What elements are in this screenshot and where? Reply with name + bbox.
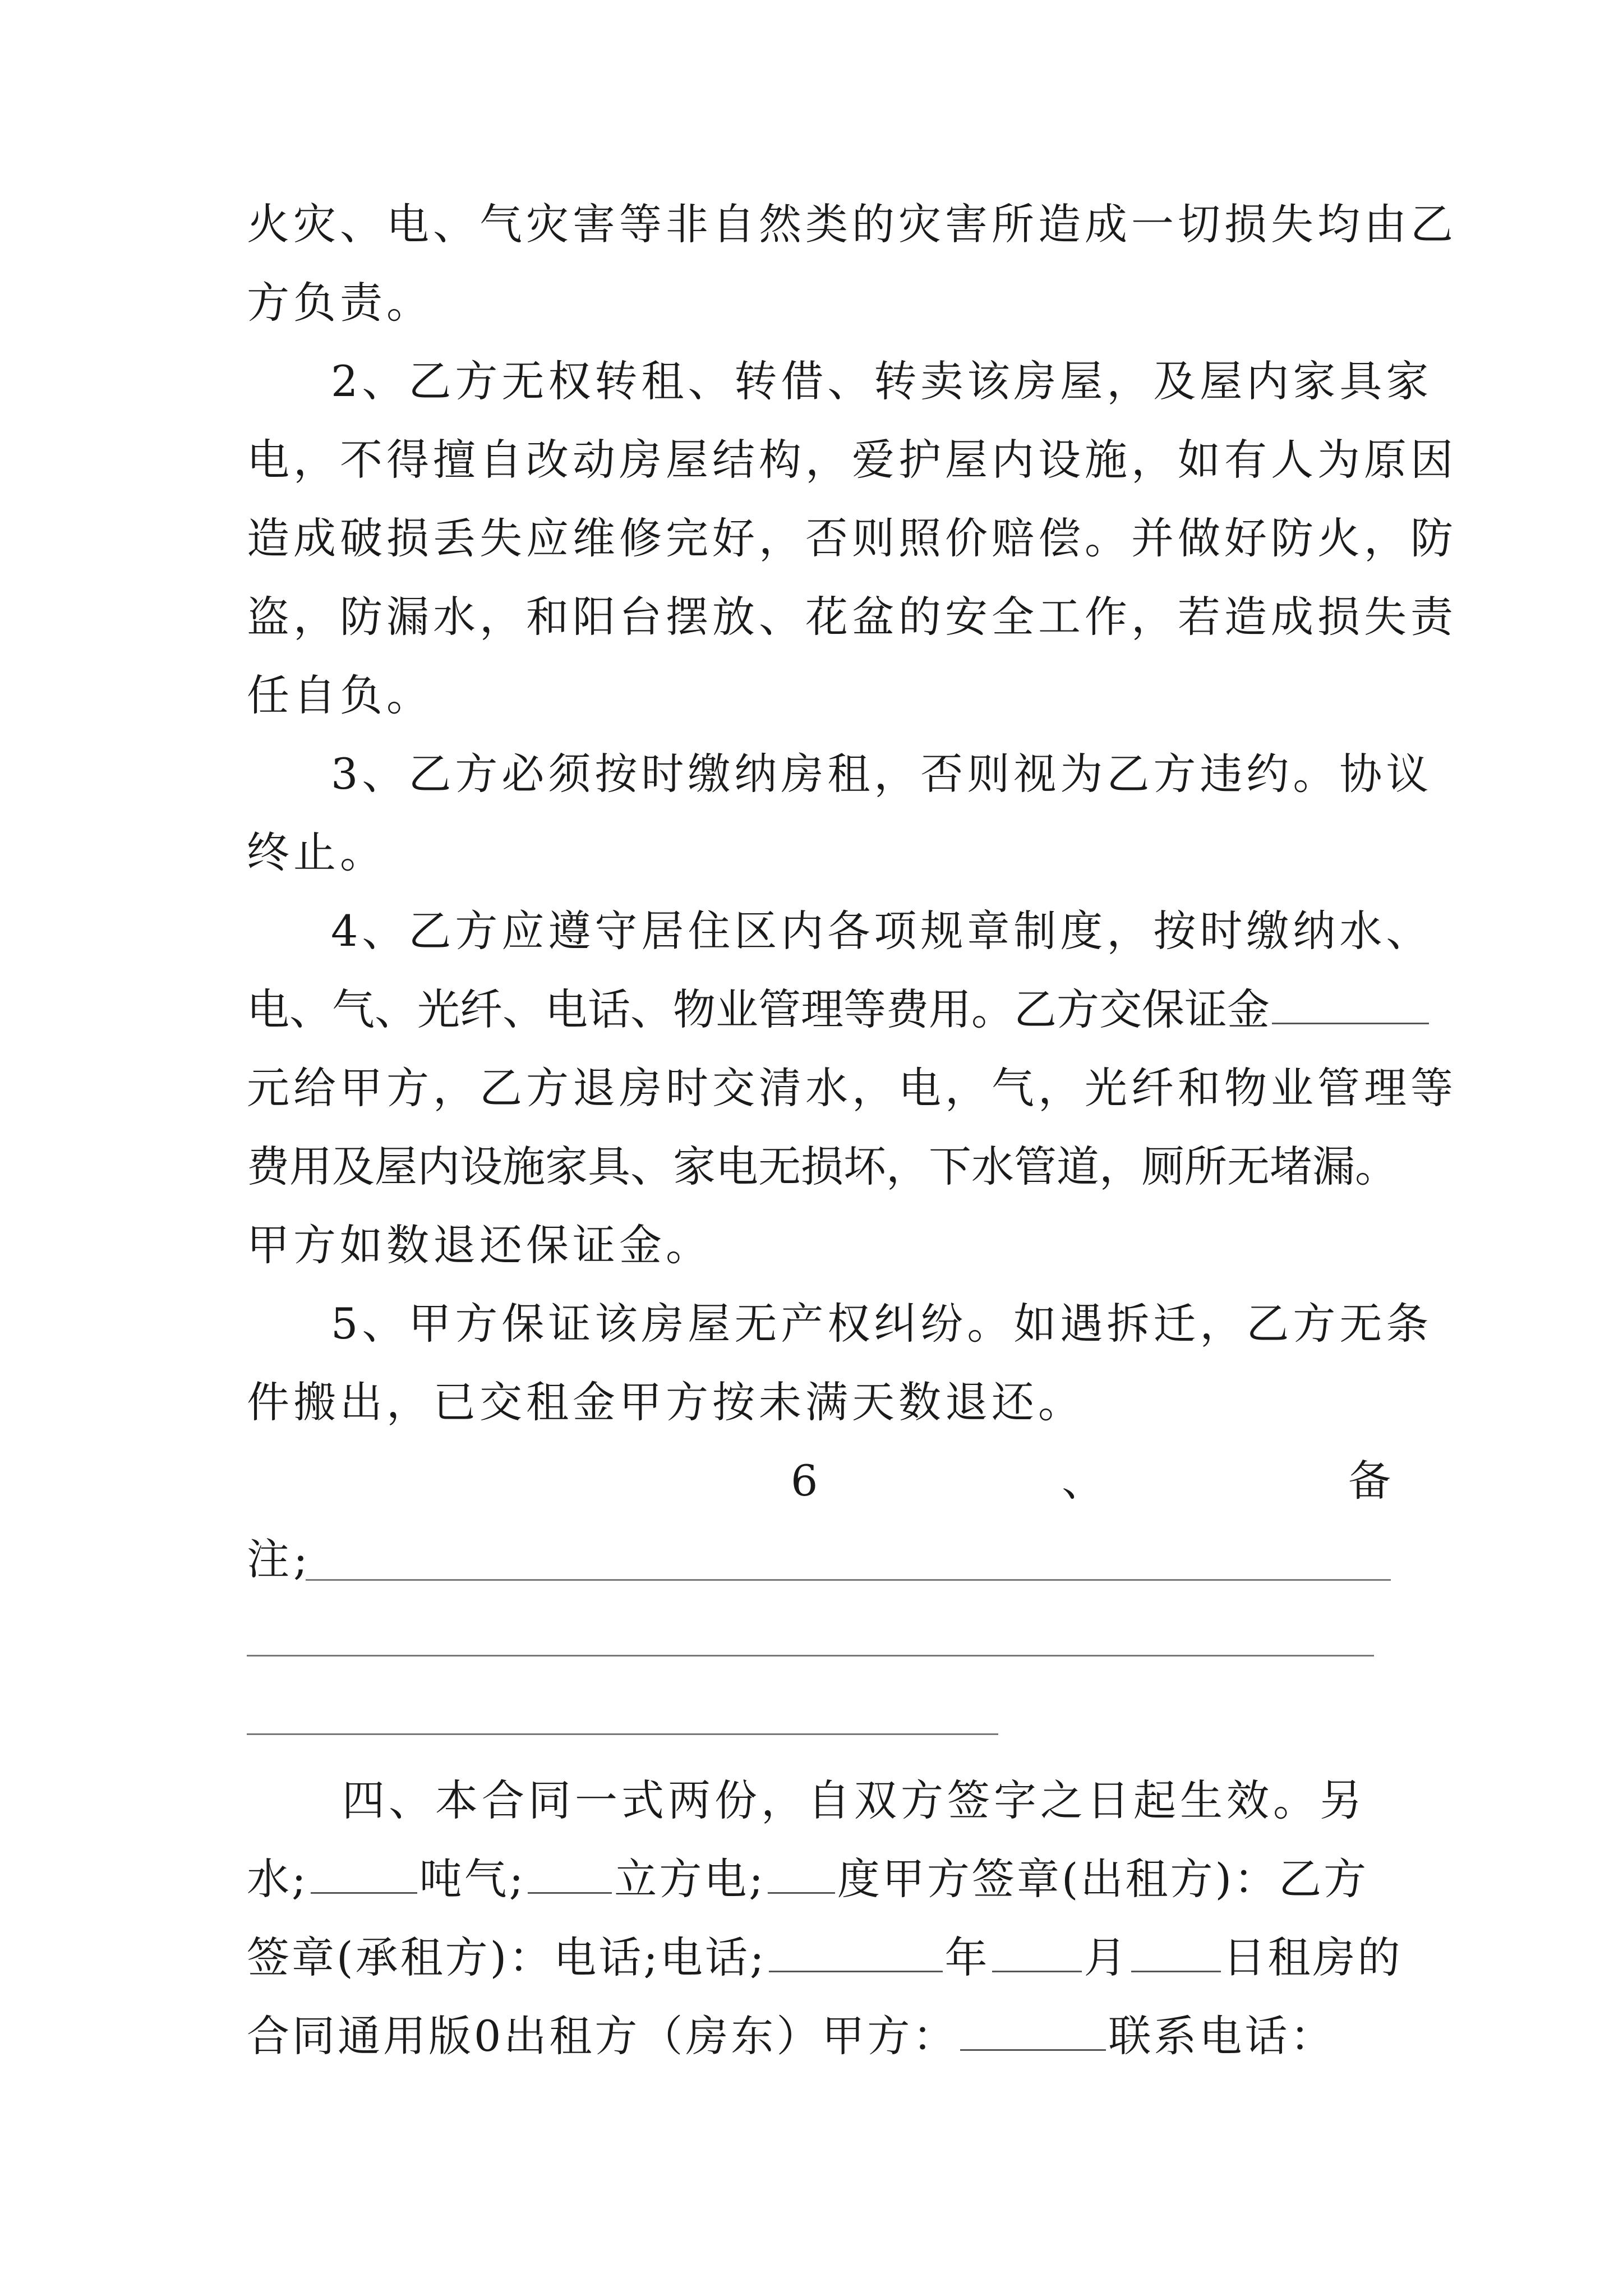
landlord-blank: [960, 2009, 1106, 2051]
text-line: 注;: [247, 1534, 312, 1584]
text-line: 方负责。: [247, 278, 433, 328]
text-line: 费用及屋内设施家具、家电无损坏，下水管道，厕所无堵漏。: [247, 1142, 1398, 1191]
remarks-blank-line: [306, 1579, 1391, 1581]
text-line: 盗，防漏水，和阳台摆放、花盆的安全工作，若造成损失责: [247, 592, 1457, 642]
text-line: 终止。: [247, 827, 386, 877]
text-line: 元给甲方，乙方退房时交清水，电，气，光纤和物业管理等: [247, 1063, 1457, 1113]
text-segment: 度甲方签章(出租方)：乙方: [837, 1854, 1369, 1904]
text-segment: 合同通用版0出租方（房东）甲方：: [247, 2011, 958, 2061]
text-segment: 月: [1083, 1932, 1129, 1982]
text-segment: 联系电话：: [1108, 2011, 1336, 2061]
year-blank: [769, 1930, 943, 1972]
text-line: 甲方如数退还保证金。: [247, 1220, 712, 1270]
text-segment: 备: [1348, 1456, 1391, 1506]
text-line: 四、本合同一式两份，自双方签字之日起生效。另: [342, 1775, 1366, 1825]
text-line: 件搬出，已交租金甲方按未满天数退还。: [247, 1377, 1085, 1427]
text-segment: 吨气;: [419, 1854, 526, 1904]
gas-blank: [528, 1852, 612, 1894]
text-line: 造成破损丢失应维修完好，否则照价赔偿。并做好防火，防: [247, 513, 1457, 563]
text-line: 5、甲方保证该房屋无产权纠纷。如遇拆迁，乙方无条: [331, 1299, 1433, 1349]
text-line: [247, 1930, 1403, 1986]
text-line: [791, 1453, 1391, 1509]
remarks-blank-line: [247, 1733, 998, 1735]
electricity-blank: [768, 1852, 835, 1894]
text-segment: 水;: [247, 1854, 308, 1904]
water-blank: [311, 1852, 417, 1894]
text-segment: 立方电;: [614, 1854, 766, 1904]
text-line: 2、乙方无权转租、转借、转卖该房屋，及屋内家具家: [331, 356, 1433, 406]
text-segment: 电、气、光纤、电话、物业管理等费用。乙方交保证金: [247, 984, 1270, 1034]
text-line: [247, 1851, 1391, 1907]
month-blank: [992, 1930, 1082, 1972]
day-blank: [1131, 1930, 1221, 1972]
text-segment: 签章(承租方)：电话;电话;: [247, 1932, 767, 1982]
text-segment: 日租房的: [1223, 1932, 1403, 1982]
deposit-blank: [1272, 982, 1429, 1024]
text-line: 4、乙方应遵守居住区内各项规章制度，按时缴纳水、: [331, 906, 1433, 956]
text-line: [247, 2008, 1391, 2064]
text-line: 电，不得擅自改动房屋结构，爱护屋内设施，如有人为原因: [247, 435, 1457, 485]
text-segment: 、: [1062, 1456, 1105, 1506]
text-segment: 年: [944, 1932, 990, 1982]
remarks-blank-line: [247, 1655, 1374, 1657]
text-line: 任自负。: [247, 670, 433, 720]
text-line: 3、乙方必须按时缴纳房租，否则视为乙方违约。协议: [331, 749, 1433, 799]
text-line: 火灾、电、气灾害等非自然类的灾害所造成一切损失均由乙: [247, 199, 1457, 249]
text-line: [247, 982, 1391, 1038]
text-segment: 6: [791, 1456, 818, 1506]
